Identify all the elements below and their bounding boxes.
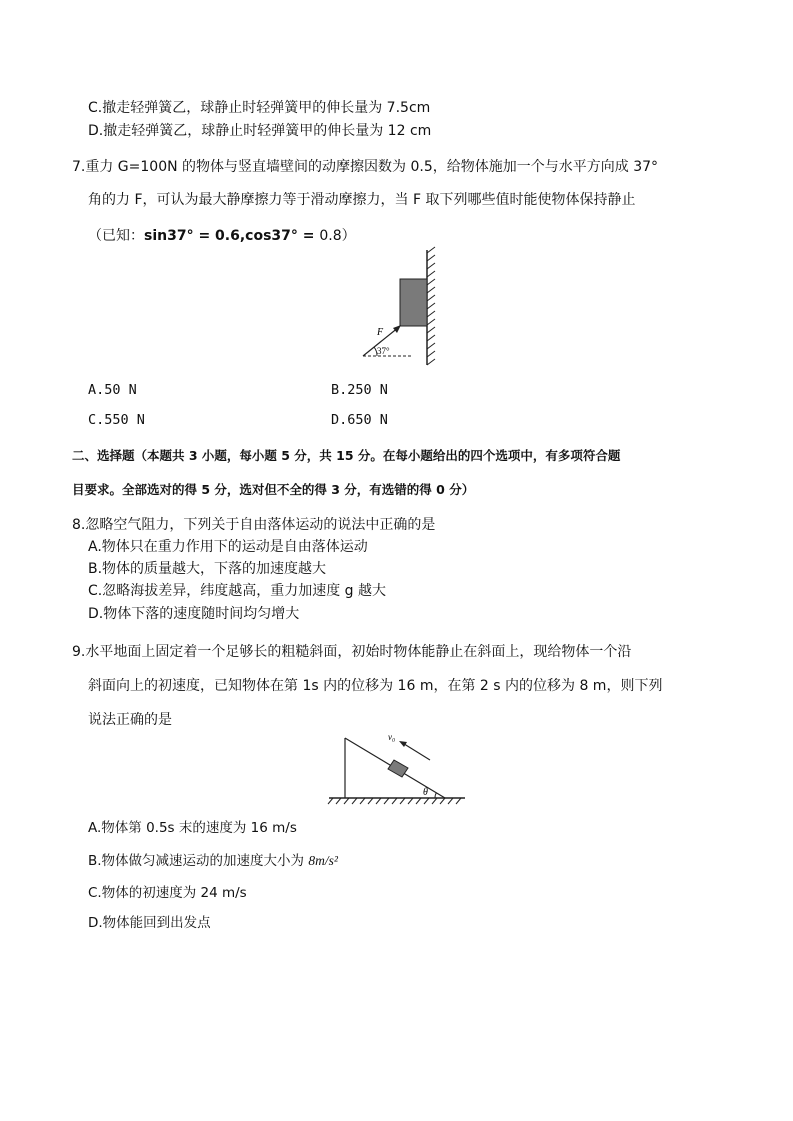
q7-option-b: B.250 N [331, 382, 388, 398]
q7-option-c: C.550 N [88, 412, 145, 428]
q8-option-b: B.物体的质量越大，下落的加速度越大 [88, 561, 327, 577]
q9-option-b-text: B.物体做匀减速运动的加速度大小为 [88, 853, 309, 869]
q9-option-b-formula: 8m/s² [308, 853, 338, 868]
q8-option-a: A.物体只在重力作用下的运动是自由落体运动 [88, 539, 368, 555]
q8-option-c: C.忽略海拔差异，纬度越高，重力加速度 g 越大 [88, 583, 387, 599]
q7-option-a: A.50 N [88, 382, 137, 398]
q6-option-d: D.撤走轻弹簧乙，球静止时轻弹簧甲的伸长量为 12 cm [88, 123, 432, 139]
q7-wall-figure [355, 245, 445, 370]
q7-angle-label: 37° [377, 346, 390, 356]
q9-option-b [88, 851, 338, 871]
q7-option-d: D.650 N [331, 412, 388, 428]
q8-stem: 8.忽略空气阻力，下列关于自由落体运动的说法中正确的是 [72, 517, 436, 533]
q7-given-formula: sin37° = 0.6,cos37° = [144, 228, 320, 244]
q9-velocity-label: v₀ [388, 732, 396, 742]
q9-option-d: D.物体能回到出发点 [88, 915, 211, 931]
q9-option-c: C.物体的初速度为 24 m/s [88, 885, 247, 901]
q9-incline-figure [325, 728, 470, 806]
q9-stem-line3: 说法正确的是 [88, 712, 172, 728]
q9-stem-line2: 斜面向上的初速度，已知物体在第 1s 内的位移为 16 m，在第 2 s 内的位移为 8 m，则下列 [88, 678, 663, 694]
q6-option-c: C.撤走轻弹簧乙，球静止时轻弹簧甲的伸长量为 7.5cm [88, 100, 431, 116]
q9-angle-label: θ [423, 787, 428, 798]
q7-stem-line1: 7.重力 G=100N 的物体与竖直墙壁间的动摩擦因数为 0.5，给物体施加一个与水平方向成 37° [72, 159, 659, 175]
q7-stem-line2: 角的力 F，可认为最大静摩擦力等于滑动摩擦力，当 F 取下列哪些值时能使物体保持静止 [88, 192, 636, 208]
q8-option-d: D.物体下落的速度随时间均匀增大 [88, 606, 300, 622]
q9-stem-line1: 9.水平地面上固定着一个足够长的粗糙斜面，初始时物体能静止在斜面上，现给物体一个沿 [72, 644, 632, 660]
q7-given-prefix: （已知： [88, 228, 144, 244]
q9-option-a: A.物体第 0.5s 末的速度为 16 m/s [88, 820, 297, 836]
q7-stem-line3 [88, 226, 356, 246]
q7-given-suffix: 0.8） [319, 228, 356, 244]
q7-force-label: F [377, 327, 384, 338]
section2-instructions-line1: 二、选择题（本题共 3 小题，每小题 5 分，共 15 分。在每小题给出的四个选项中，有多项符合题 [72, 448, 621, 463]
section2-instructions-line2: 目要求。全部选对的得 5 分，选对但不全的得 3 分，有选错的得 0 分） [72, 482, 475, 497]
